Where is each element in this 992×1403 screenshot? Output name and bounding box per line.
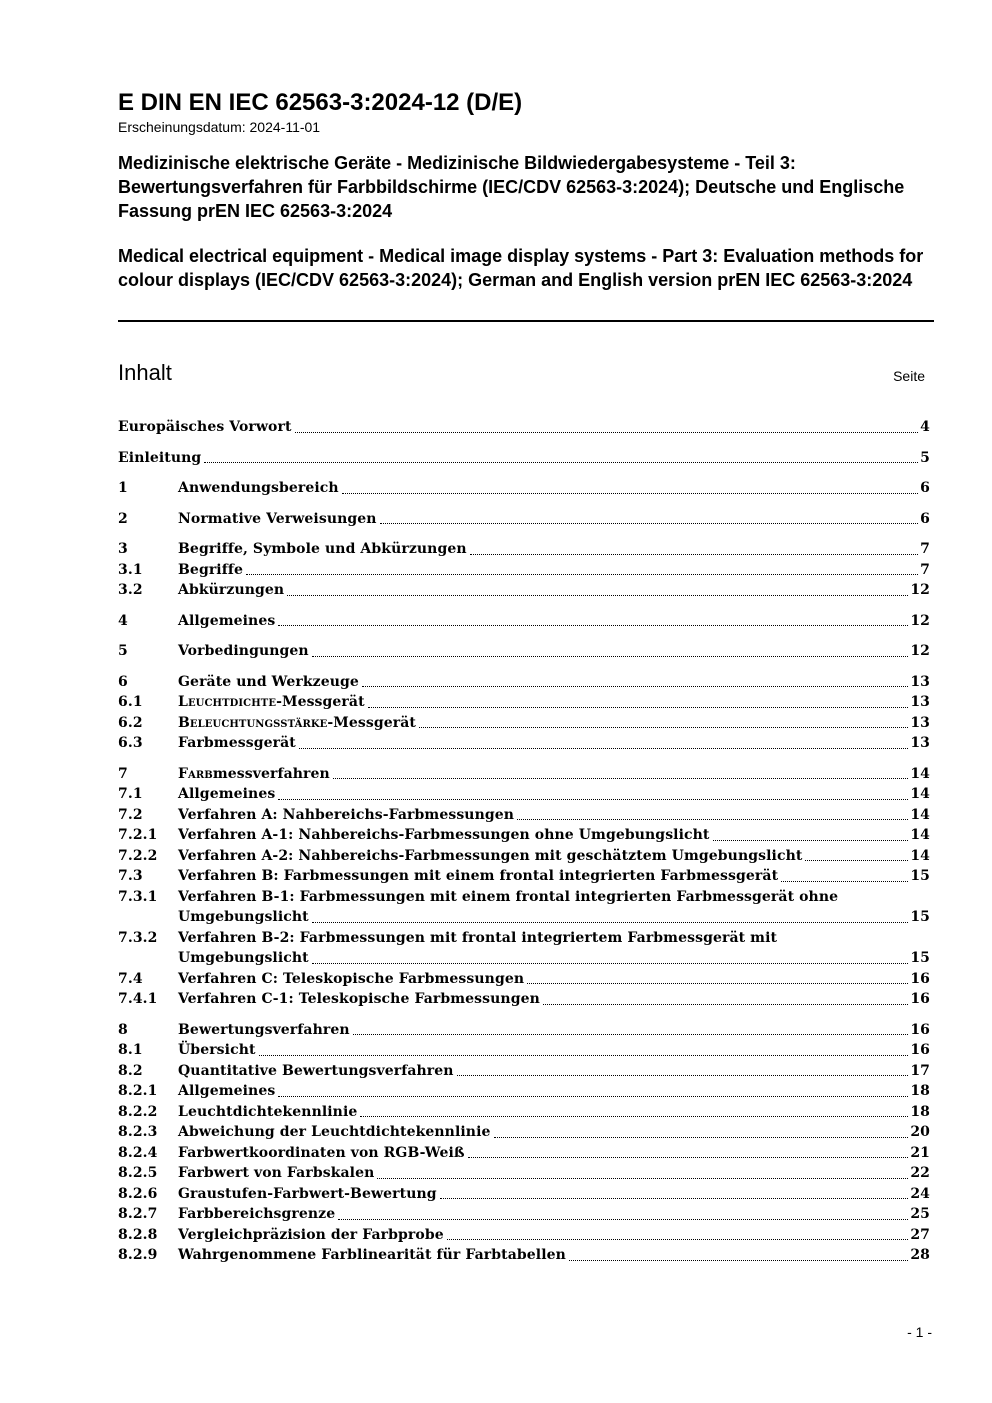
dot-leader [419,727,908,728]
toc-entry-number: 6.3 [118,735,143,751]
toc-entry-page: 7 [920,561,930,578]
toc-entry-number: 8.2.5 [118,1165,158,1181]
toc-entry-page: 14 [910,847,930,864]
toc-entry-number: 7.1 [118,786,143,802]
dot-leader [368,707,909,708]
dot-leader [713,840,909,841]
toc-entry-title: Farbmessgerät [178,735,296,751]
small-caps-term: Farb [178,765,213,782]
toc-entry-number: 8.2.2 [118,1103,158,1120]
toc-entry-number: 8.2.9 [118,1247,158,1263]
toc-entry[interactable] [118,1225,930,1246]
toc-entry-title: Verfahren C: Teleskopische Farbmessungen [178,970,525,987]
toc-entry[interactable] [118,866,930,887]
dot-leader [333,778,909,779]
toc-entry-number: 7.4.1 [118,991,158,1007]
toc-entry-title: Abweichung der Leuchtdichtekennlinie [178,1124,491,1140]
toc-entry[interactable] [118,580,930,601]
toc-entry[interactable] [118,1204,930,1225]
toc-entry-title [178,764,330,785]
toc-entry-title: Farbbereichsgrenze [178,1206,336,1222]
title-suffix: messverfahren [212,765,330,782]
dot-leader [447,1239,909,1240]
toc-entry-page: 21 [910,1144,930,1161]
toc-entry-number: 2 [118,510,128,527]
toc-entry-number: 3.1 [118,561,143,578]
toc-entry-title: Vorbedingungen [178,643,309,659]
toc-entry[interactable] [118,928,930,969]
toc-entry-number: 7.2.2 [118,847,158,864]
toc-entry-number: 7.3.2 [118,929,158,946]
toc-entry[interactable] [118,478,930,499]
dot-leader [246,574,918,575]
toc-entry-page: 12 [910,643,930,659]
toc-entry-title: Verfahren B: Farbmessungen mit einem frontal integrierten Farbmessgerät [178,868,779,884]
small-caps-term: Leuchtdichte [178,694,277,710]
toc-entry-page: 13 [910,673,930,690]
title-suffix: -Messgerät [276,694,365,710]
toc-entry-title-continued: Umgebungslicht [178,950,309,966]
toc-entry[interactable] [118,641,930,662]
title-english: Medical electrical equipment - Medical image display systems - Part 3: Evaluation methods for colour displays (IEC/CDV 62563-3:2024); German and English version prEN IEC 62563-3:2024 [118,246,924,290]
toc-entry-number: 3 [118,541,128,557]
toc-entry-number: 7.4 [118,970,143,987]
toc-entry[interactable] [118,1245,930,1266]
dot-leader [543,1004,908,1005]
toc-entry-page: 16 [910,970,930,987]
toc-entry-page: 13 [910,735,930,751]
dot-leader [362,686,908,687]
toc-entry-number: 8.2.8 [118,1226,158,1243]
toc-entry-page: 16 [910,1042,930,1058]
toc-entry-title: Verfahren A-2: Nahbereichs-Farbmessungen mit geschätztem Umgebungslicht [178,847,803,864]
toc-entry[interactable] [118,1184,930,1205]
toc-entry-page: 6 [920,510,930,527]
toc-entry[interactable] [118,1040,930,1061]
toc-entry-title [178,692,365,713]
toc-entry-number: 7.2.1 [118,827,158,843]
toc-entry[interactable] [118,784,930,805]
document-header [118,88,934,292]
dot-leader [278,1096,908,1097]
toc-entry[interactable] [118,417,930,438]
toc-entry[interactable] [118,448,930,469]
toc-entry[interactable] [118,1081,930,1102]
toc-entry-page: 16 [910,991,930,1007]
toc-entry-title: Europäisches Vorwort [118,419,292,435]
toc-entry-number: 6 [118,673,128,690]
toc-entry-page: 14 [910,765,930,782]
toc-entry[interactable] [118,713,930,734]
header-divider [118,320,934,322]
toc-entry-page: 13 [910,694,930,710]
toc-entry[interactable] [118,969,930,990]
dot-leader [468,1157,909,1158]
toc-entry-page: 25 [910,1206,930,1222]
dot-leader [259,1055,909,1056]
toc-entry[interactable] [118,989,930,1010]
toc-entry-number: 1 [118,480,128,496]
toc-entry-number: 6.1 [118,694,143,710]
toc-entry-page: 14 [910,827,930,843]
dot-leader [312,963,909,964]
toc-entry-page: 24 [910,1185,930,1202]
toc-entry-title: Verfahren B-1: Farbmessungen mit einem frontal integrierten Farbmessgerät ohne [178,888,839,905]
toc-entry-title: Verfahren A: Nahbereichs-Farbmessungen [178,806,515,823]
toc-entry-title: Leuchtdichtekennlinie [178,1103,358,1120]
dot-leader [470,554,919,555]
dot-leader [569,1260,908,1261]
toc-entry[interactable] [118,1163,930,1184]
toc-entry[interactable] [118,539,930,560]
toc-entry-title: Farbwertkoordinaten von RGB-Weiß [178,1144,465,1161]
toc-entry-title: Wahrgenommene Farblinearität für Farbtabellen [178,1247,566,1263]
toc-entry-title: Abkürzungen [178,582,285,598]
toc-entry[interactable] [118,825,930,846]
dot-leader [527,983,908,984]
toc-entry-page: 6 [920,480,930,496]
dot-leader [380,523,919,524]
toc-entry[interactable] [118,509,930,530]
toc-entry[interactable] [118,805,930,826]
toc-entry-page: 28 [910,1247,930,1263]
toc-entry-number: 5 [118,643,128,659]
toc-entry-title: Allgemeines [178,612,276,629]
toc-entry-title: Quantitative Bewertungsverfahren [178,1062,454,1079]
toc-entry-title: Allgemeines [178,1083,276,1099]
dot-leader [278,625,908,626]
toc-heading: Inhalt [118,360,172,385]
dot-leader [781,881,908,882]
toc-entry-number: 8.1 [118,1042,143,1058]
toc-entry-title: Normative Verweisungen [178,510,377,527]
toc-entry-title-continued: Umgebungslicht [178,909,309,925]
toc-entry-page: 7 [920,541,930,557]
toc-entry[interactable] [118,1122,930,1143]
dot-leader [312,656,909,657]
toc-entry[interactable] [118,1143,930,1164]
toc-entry-title: Einleitung [118,449,202,466]
toc-entry-title: Anwendungsbereich [178,480,339,496]
toc-entry[interactable] [118,692,930,713]
title-german: Medizinische elektrische Geräte - Medizinische Bildwiedergabesysteme - Teil 3: Bewertungsverfahren für Farbbildschirme (IEC/CDV 62563-3:2024); Deutsche und Englische Fassung prEN IEC 62563-3:2024 [118,153,905,221]
toc-entry[interactable] [118,611,930,632]
dot-leader [338,1219,908,1220]
toc-entry-number: 8.2.7 [118,1206,158,1222]
table-of-contents [118,417,930,1266]
toc-entry-title: Verfahren C-1: Teleskopische Farbmessungen [178,991,540,1007]
dot-leader [805,860,908,861]
toc-entry-page: 18 [910,1103,930,1120]
toc-entry-page: 16 [910,1021,930,1038]
toc-entry-number: 8.2.4 [118,1144,158,1161]
toc-entry-page: 15 [910,909,930,925]
toc-entry[interactable] [118,1061,930,1082]
toc-entry-page: 22 [910,1165,930,1181]
dot-leader [360,1116,908,1117]
toc-entry-page: 13 [910,714,930,731]
toc-entry-number: 6.2 [118,714,143,731]
toc-entry-title: Übersicht [178,1042,256,1058]
toc-entry-title: Verfahren A-1: Nahbereichs-Farbmessungen ohne Umgebungslicht [178,827,710,843]
toc-entry-number: 7.2 [118,806,143,823]
toc-entry-number: 7.3.1 [118,888,158,905]
toc-entry-title: Bewertungsverfahren [178,1021,350,1038]
dot-leader [377,1178,908,1179]
toc-entry[interactable] [118,846,930,867]
toc-entry-page: 4 [920,419,930,435]
toc-entry-number: 8.2.1 [118,1083,158,1099]
toc-entry-title: Graustufen-Farbwert-Bewertung [178,1185,437,1202]
toc-entry[interactable] [118,733,930,754]
toc-entry[interactable] [118,672,930,693]
toc-entry-number: 8.2.6 [118,1185,158,1202]
dot-leader [342,493,918,494]
dot-leader [295,432,919,433]
toc-entry-page: 12 [910,582,930,598]
dot-leader [517,819,908,820]
toc-entry-page: 20 [910,1124,930,1140]
small-caps-term: Beleuchtungsstärke [178,714,328,731]
toc-entry-number: 7 [118,765,128,782]
toc-entry-number: 4 [118,612,128,629]
toc-entry-page: 5 [920,449,930,466]
dot-leader [457,1075,909,1076]
toc-entry-title: Farbwert von Farbskalen [178,1165,375,1181]
dot-leader [278,799,908,800]
issue-date: Erscheinungsdatum: 2024-11-01 [118,119,321,135]
toc-entry-page: 14 [910,806,930,823]
toc-entry[interactable] [118,764,930,785]
toc-entry-page: 18 [910,1083,930,1099]
dot-leader [299,748,909,749]
toc-entry-number: 8.2.3 [118,1124,158,1140]
dot-leader [204,462,918,463]
dot-leader [440,1198,909,1199]
toc-entry-title: Allgemeines [178,786,276,802]
toc-entry-page: 17 [910,1062,930,1079]
toc-entry-page: 27 [910,1226,930,1243]
toc-entry-number: 3.2 [118,582,143,598]
toc-entry-title [178,713,416,734]
toc-entry-title: Begriffe, Symbole und Abkürzungen [178,541,467,557]
page-number: - 1 - [907,1324,932,1340]
toc-entry-number: 8.2 [118,1062,143,1079]
toc-entry[interactable] [118,560,930,581]
toc-entry[interactable] [118,1102,930,1123]
dot-leader [353,1034,909,1035]
dot-leader [494,1137,909,1138]
dot-leader [287,595,908,596]
toc-page-label: Seite [893,368,925,384]
toc-entry-title: Geräte und Werkzeuge [178,673,359,690]
toc-entry[interactable] [118,1020,930,1041]
toc-entry-title: Verfahren B-2: Farbmessungen mit frontal integriertem Farbmessgerät mit [178,929,778,946]
toc-entry-page: 15 [910,868,930,884]
toc-entry-page: 12 [910,612,930,629]
toc-entry-number: 7.3 [118,868,143,884]
title-suffix: -Messgerät [327,714,416,731]
toc-entry-title: Vergleichpräzision der Farbprobe [178,1226,444,1243]
toc-entry-title: Begriffe [178,561,243,578]
toc-entry-page: 15 [910,950,930,966]
toc-entry-number: 8 [118,1021,128,1038]
toc-entry[interactable] [118,887,930,928]
toc-entry-page: 14 [910,786,930,802]
dot-leader [312,922,909,923]
document-id: E DIN EN IEC 62563-3:2024-12 (D/E) [118,89,523,116]
